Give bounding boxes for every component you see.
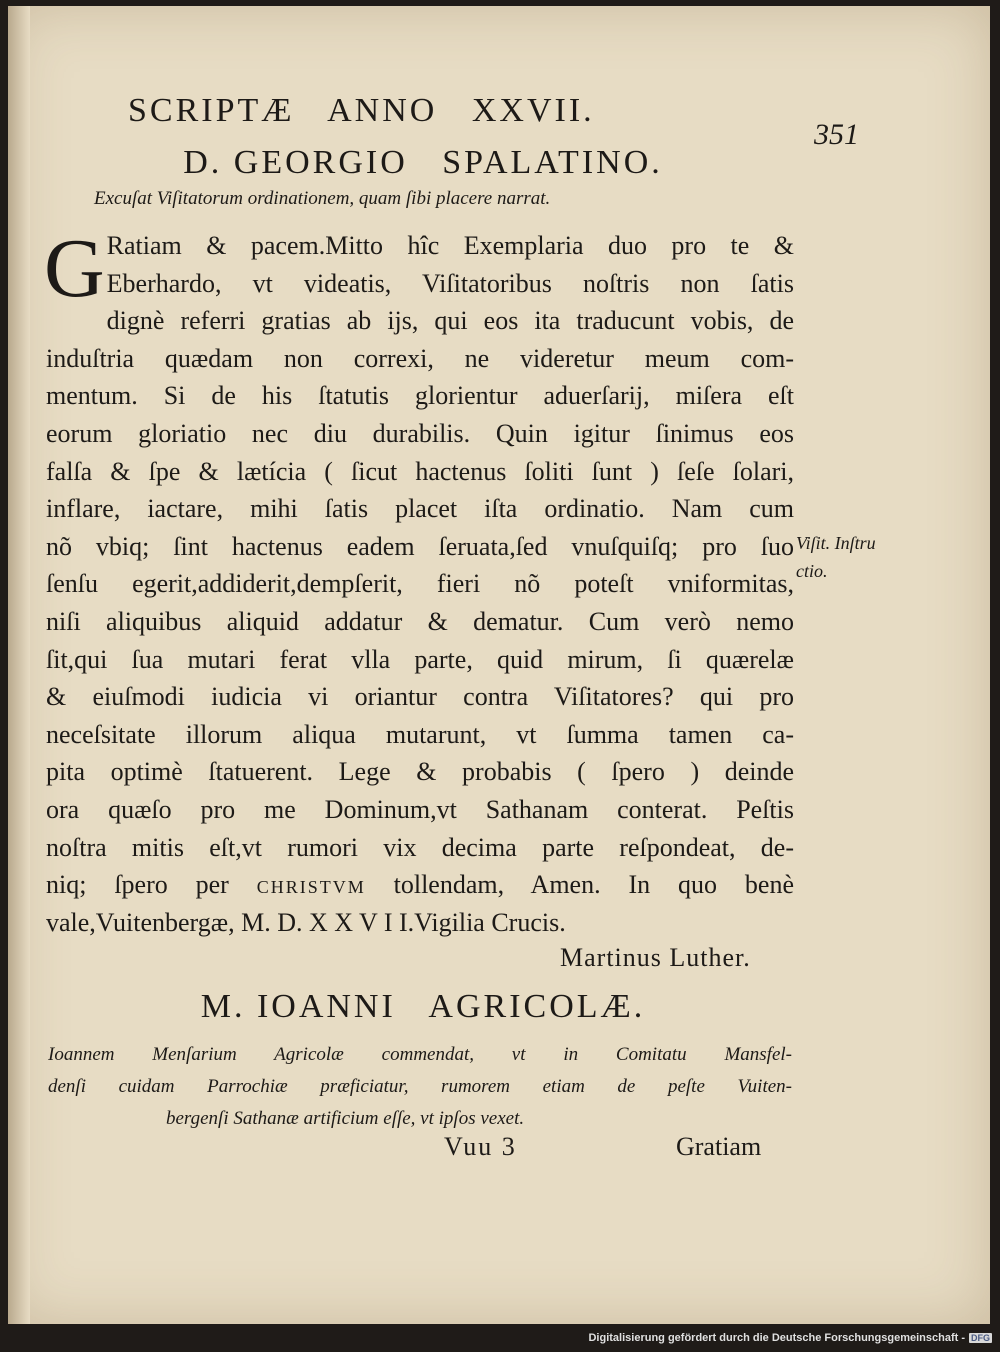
body-line: falſa & ſpe & lætícia ( ſicut hactenus ſoliti ſunt ) ſeſe ſolari, bbox=[46, 456, 794, 486]
signature-mark: Vuu 3 bbox=[444, 1132, 517, 1161]
summary-line: bergenſi Sathanæ artificium eſſe, vt ipſos vexet. bbox=[166, 1108, 525, 1129]
body-line: noſtra mitis eſt,vt rumori vix decima parte reſpondeat, de- bbox=[46, 832, 794, 862]
body-line: dignè referri gratias ab ijs, qui eos ita traducunt vobis, de bbox=[106, 306, 794, 336]
letter-heading-agricola: M. IOANNI AGRICOLÆ. bbox=[200, 988, 646, 1025]
body-line: & eiuſmodi iudicia vi oriantur contra Viſitatores? qui pro bbox=[46, 682, 794, 712]
body-line: pita optimè ſtatuerent. Lege & probabis ( ſpero ) deinde bbox=[46, 757, 794, 787]
letter-body bbox=[44, 222, 794, 941]
body-line: mentum. Si de his ſtatutis glorientur aduerſarij, miſera eſt bbox=[46, 381, 794, 411]
summary-line: Ioannem Menſarium Agricolæ commendat, vt in Comitatu Mansfel- bbox=[48, 1044, 792, 1065]
body-line: vale,Vuitenbergæ, M. D. X X V I I.Vigilia Crucis. bbox=[46, 907, 566, 937]
letter-heading-spalatino: D. GEORGIO SPALATINO. bbox=[183, 144, 663, 181]
body-line: neceſsitate illorum aliqua mutarunt, vt ſumma tamen ca- bbox=[46, 719, 794, 749]
drop-cap: G bbox=[44, 222, 105, 315]
body-line: Eberhardo, vt videatis, Viſitatoribus noſtris non ſatis bbox=[106, 268, 794, 298]
summary-line: denſi cuidam Parrochiæ præficiatur, rumorem etiam de peſte Vuiten- bbox=[48, 1076, 792, 1097]
digitization-footer bbox=[0, 1332, 992, 1344]
dfg-logo-icon: DFG bbox=[971, 1333, 990, 1343]
page-number: 351 bbox=[814, 118, 859, 151]
body-line: ſenſu egerit,addiderit,dempſerit, fieri nõ poteſt vniformitas, bbox=[46, 569, 794, 599]
christum-smallcaps: CHRISTVM bbox=[256, 877, 366, 898]
body-line: induſtria quædam non correxi, ne videretur meum com- bbox=[46, 343, 794, 373]
body-line: inflare, iactare, mihi ſatis placet iſta ordinatio. Nam cum bbox=[46, 494, 794, 524]
body-line: ſit,qui ſua mutari ferat vlla parte, quid mirum, ſi quærelæ bbox=[46, 644, 794, 674]
marginal-note: Viſit. Inſtru ctio. bbox=[796, 533, 876, 581]
signature-luther: Martinus Luther. bbox=[560, 943, 751, 972]
page-spine-shadow bbox=[8, 6, 30, 1324]
body-line: G Ratiam & pacem.Mitto hîc Exemplaria duo pro te & bbox=[44, 222, 794, 315]
book-page bbox=[8, 6, 990, 1324]
catchword: Gratiam bbox=[676, 1132, 762, 1161]
footer-text: Digitalisierung gefördert durch die Deutsche Forschungsgemeinschaft - bbox=[588, 1332, 965, 1344]
body-line: niq; ſpero per CHRISTVM tollendam, Amen. In quo benè bbox=[46, 870, 794, 900]
running-head: SCRIPTÆ ANNO XXVII. bbox=[128, 92, 595, 129]
body-line: ora quæſo pro me Dominum,vt Sathanam conterat. Peſtis bbox=[46, 794, 794, 824]
letter-summary-agricola bbox=[48, 1039, 792, 1135]
body-line: niſi aliquibus aliquid addatur & dematur. Cum verò nemo bbox=[46, 606, 794, 636]
letter-summary-spalatino: Excuſat Viſitatorum ordinationem, quam ſibi placere narrat. bbox=[94, 188, 551, 209]
body-line: nõ vbiq; ſint hactenus eadem ſeruata,ſed vnuſquiſq; pro ſuo bbox=[46, 531, 794, 561]
body-line: eorum gloriatio nec diu durabilis. Quin igitur ſinimus eos bbox=[46, 418, 794, 448]
